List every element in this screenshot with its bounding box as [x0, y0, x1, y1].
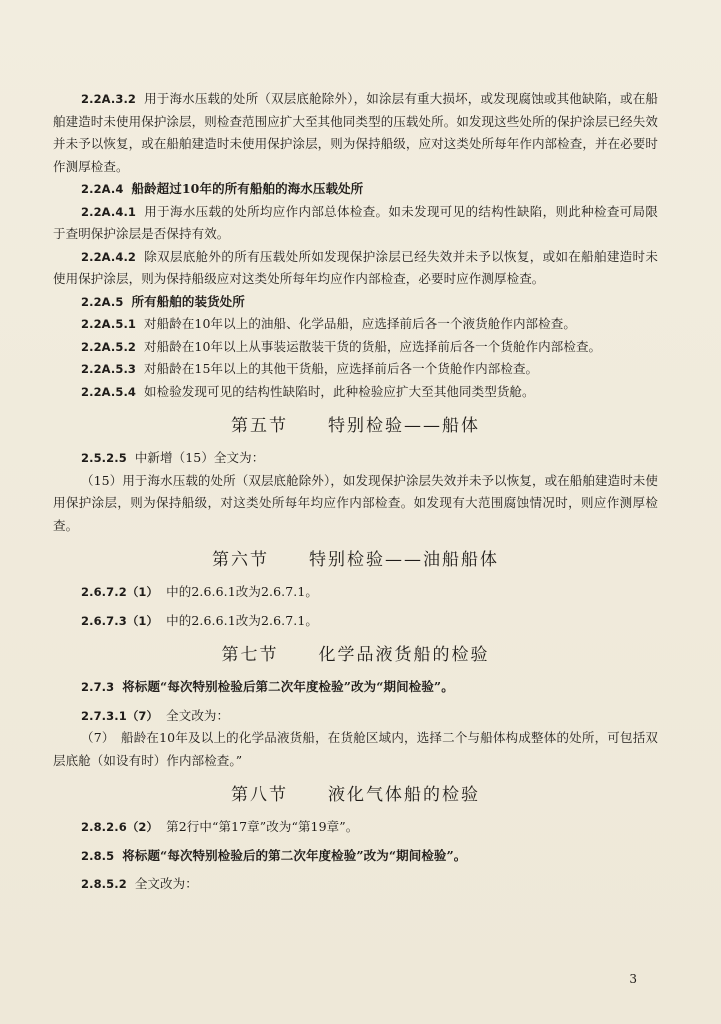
- section-title: 特别检验——船体: [328, 416, 480, 436]
- paragraph-2-2a-5-3: [53, 358, 658, 381]
- section-6-heading: [53, 547, 658, 573]
- document-body: [53, 88, 658, 896]
- section-title: 液化气体船的检验: [328, 785, 480, 805]
- clause-text: 对船龄在10年以上的油船、化学品船，应选择前后各一个液货舱作内部检查。: [144, 316, 576, 331]
- section-title: 特别检验——油船船体: [309, 550, 499, 570]
- heading-2-2a-4: [53, 178, 658, 201]
- paragraph-2-7-3: [53, 676, 658, 699]
- clause-text: 将标题“每次特别检验后的第二次年度检验”改为“期间检验”。: [122, 847, 467, 863]
- paragraph-2-6-7-2: [53, 581, 658, 604]
- section-label: 第七节: [221, 645, 279, 665]
- clause-text: 中新增（15）全文为：: [134, 450, 265, 465]
- clause-text: 如检验发现可见的结构性缺陷时，此种检验应扩大至其他同类型货舱。: [144, 383, 535, 399]
- paragraph-2-2a-4-2: [53, 246, 658, 291]
- paragraph-2-6-7-3: [53, 610, 658, 633]
- clause-number: 2.7.3: [81, 680, 115, 694]
- section-label: 第六节: [212, 550, 269, 570]
- clause-number: 2.2A.5.1: [81, 317, 137, 331]
- clause-text: 对船龄在15年以上的其他干货船，应选择前后各一个货舱作内部检查。: [144, 361, 539, 376]
- clause-heading-text: 所有船舶的装货处所: [131, 293, 245, 309]
- clause-heading-text: 船龄超过10年的所有船舶的海水压载处所: [131, 181, 364, 196]
- clause-text: 对船龄在10年以上从事装运散装干货的货船，应选择前后各一个货舱作内部检查。: [144, 338, 602, 354]
- clause-number: 2.5.2.5: [81, 451, 127, 465]
- section-title: 化学品液货船的检验: [318, 645, 490, 665]
- section-8-heading: [53, 782, 658, 808]
- clause-text: 全文改为：: [134, 876, 198, 891]
- clause-number: 2.2A.4.2: [81, 249, 137, 264]
- paragraph-2-2a-5-4: [53, 381, 658, 404]
- section-5-heading: [53, 413, 658, 439]
- clause-number: 2.2A.5: [81, 294, 124, 309]
- paragraph-2-2a-4-1: [53, 201, 658, 246]
- clause-text: 第2行中“第17章”改为“第19章”。: [166, 819, 359, 834]
- section-7-heading: [53, 642, 658, 668]
- paragraph-2-2a-3-2: [53, 88, 658, 178]
- clause-text: （7） 船龄在10年及以上的化学品液货船，在货舱区域内，选择二个与船体构成整体的处所，可包括双层底舱（如设有时）作内部检查。”: [53, 730, 658, 768]
- clause-number: 2.8.5: [81, 848, 115, 863]
- clause-number: 2.2A.5.3: [81, 362, 137, 376]
- clause-number: 2.2A.4.1: [81, 204, 137, 219]
- paragraph-2-7-3-1: [53, 705, 658, 728]
- clause-number: 2.2A.4: [81, 182, 124, 196]
- clause-number: 2.2A.5.4: [81, 384, 137, 399]
- clause-text: 用于海水压载的处所均应作内部总体检查。如未发现可见的结构性缺陷，则此种检查可局限于查明保护涂层是否保持有效。: [53, 203, 658, 241]
- paragraph-item-15: [53, 470, 658, 538]
- paragraph-2-8-5-2: [53, 873, 658, 896]
- heading-2-2a-5: [53, 291, 658, 314]
- paragraph-2-8-2-6: [53, 816, 658, 839]
- clause-text: 中的2.6.6.1改为2.6.7.1。: [166, 612, 318, 628]
- clause-text: 全文改为：: [166, 707, 230, 723]
- clause-number: 2.8.5.2: [81, 877, 127, 891]
- clause-text: 除双层底舱外的所有压载处所如发现保护涂层已经失效并未予以恢复，或如在船舶建造时未使用保护涂层，则为保持船级应对这类处所每年均应作内部检查，必要时应作测厚检查。: [53, 248, 658, 286]
- clause-text: 用于海水压载的处所（双层底舱除外），如涂层有重大损坏，或发现腐蚀或其他缺陷，或在船舶建造时未使用保护涂层，则检查范围应扩大至其他同类型的压载处所。如发现这些处所的保护涂层已经失效并未予以恢复，或在船舶建造时未使用保护涂层，则为保持船级，应对这类处所每年作内部检查，并在必要时作测厚检查。: [53, 91, 658, 174]
- clause-text: 将标题“每次特别检验后第二次年度检验”改为“期间检验”。: [122, 679, 454, 694]
- clause-text: 中的2.6.6.1改为2.6.7.1。: [166, 584, 318, 599]
- paragraph-2-5-2-5: [53, 447, 658, 470]
- paragraph-2-2a-5-1: [53, 313, 658, 336]
- paragraph-item-7: [53, 727, 658, 772]
- section-label: 第八节: [231, 785, 288, 805]
- clause-number: 2.6.7.2（1）: [81, 585, 159, 599]
- clause-number: 2.7.3.1（7）: [81, 708, 159, 723]
- paragraph-2-8-5: [53, 845, 658, 868]
- clause-number: 2.2A.3.2: [81, 92, 137, 106]
- paragraph-2-2a-5-2: [53, 336, 658, 359]
- clause-text: （15）用于海水压载的处所（双层底舱除外），如发现保护涂层失效并未予以恢复，或在船舶建造时未使用保护涂层，则为保持船级，对这类处所每年均应作内部检查。如发现有大范围腐蚀情况时，则应作测厚检查。: [53, 472, 658, 533]
- clause-number: 2.8.2.6（2）: [81, 820, 159, 834]
- page-number: 3: [629, 972, 637, 986]
- clause-number: 2.2A.5.2: [81, 339, 137, 354]
- clause-number: 2.6.7.3（1）: [81, 613, 159, 628]
- section-label: 第五节: [231, 416, 288, 436]
